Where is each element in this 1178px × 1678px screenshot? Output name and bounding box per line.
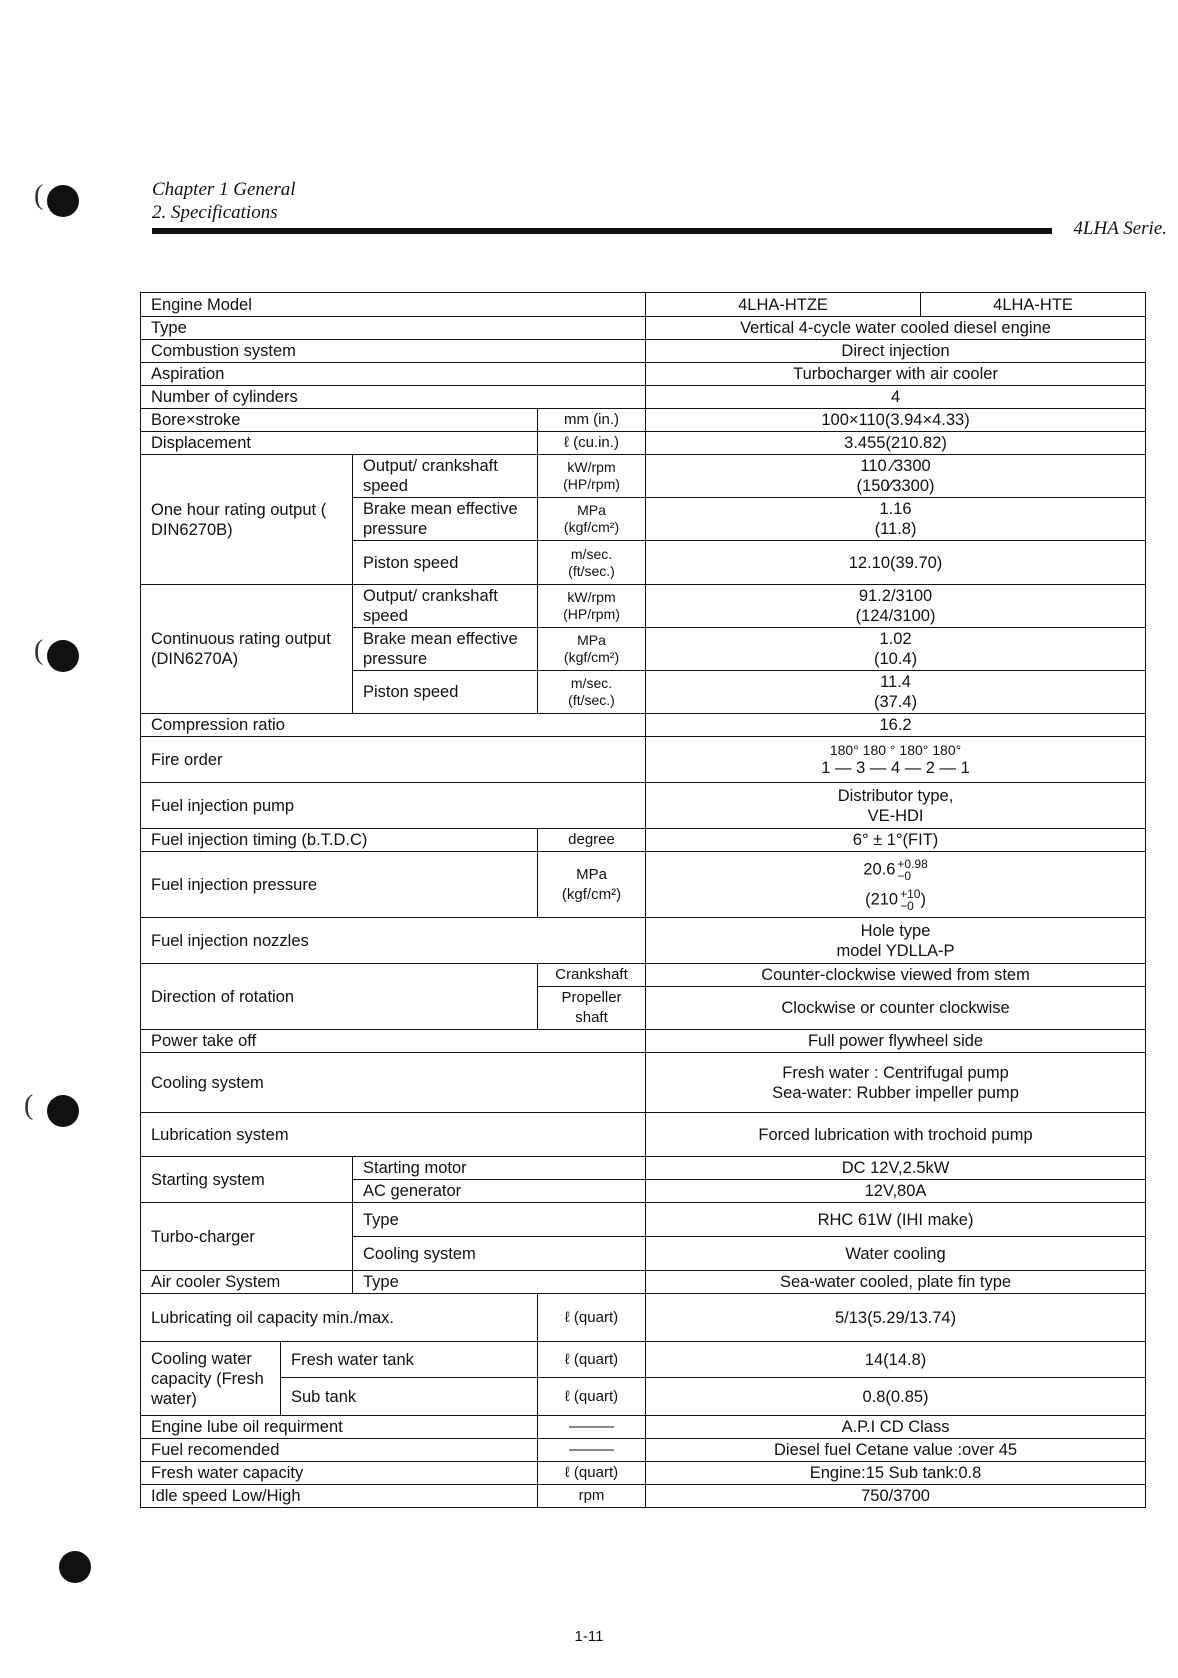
- unit-cell: kW/rpm (HP/rpm): [538, 455, 646, 498]
- row-value: Clockwise or counter clockwise: [646, 987, 1146, 1030]
- specifications-table: [140, 292, 1146, 1508]
- row-label: Lubrication system: [141, 1113, 646, 1157]
- row-label: Turbo-charger: [141, 1203, 353, 1271]
- row-label: Fuel injection pump: [141, 783, 646, 829]
- pressure-value: (210: [865, 889, 899, 908]
- pressure-kgf: [656, 888, 1135, 912]
- row-label: Cooling water capacity (Fresh water): [141, 1342, 281, 1416]
- row-value: Turbocharger with air cooler: [646, 363, 1146, 386]
- row-value: [646, 585, 1146, 628]
- model-header: 4LHA-HTE: [921, 293, 1146, 317]
- value-line: (11.8): [874, 520, 917, 538]
- row-label: Combustion system: [141, 340, 646, 363]
- value-line: Distributor type,: [837, 786, 954, 805]
- row-value: A.P.I CD Class: [646, 1416, 1146, 1439]
- unit-cell: ℓ (quart): [538, 1378, 646, 1416]
- row-label: Aspiration: [141, 363, 646, 386]
- fire-angles: 180° 180 ° 180° 180°: [829, 741, 962, 758]
- row-label: Brake mean effective pressure: [353, 498, 538, 541]
- row-value: 6° ± 1°(FIT): [646, 829, 1146, 852]
- table-row: [141, 1203, 1146, 1237]
- page-header: [152, 178, 1167, 239]
- sub-label: Type: [353, 1203, 646, 1237]
- table-row: [141, 363, 1146, 386]
- table-row: [141, 1416, 1146, 1439]
- tolerance: [900, 888, 920, 912]
- value-line: 110 ⁄3300: [860, 457, 931, 475]
- section-title: 2. Specifications: [152, 202, 278, 223]
- table-row: [141, 1378, 1146, 1416]
- header-rule: [152, 228, 1052, 234]
- binder-mark: (: [24, 1090, 34, 1121]
- sub-label: AC generator: [353, 1180, 646, 1203]
- unit-cell: ℓ (cu.in.): [538, 432, 646, 455]
- row-value: Diesel fuel Cetane value :over 45: [646, 1439, 1146, 1462]
- pressure-mpa: [656, 858, 1135, 882]
- value-line: Fresh water : Centrifugal pump: [782, 1063, 1009, 1082]
- binder-mark: (: [34, 635, 44, 666]
- sub-label: Cooling system: [353, 1237, 646, 1271]
- row-label: Engine Model: [141, 293, 646, 317]
- value-line: (10.4): [873, 650, 918, 668]
- row-label: Fuel injection nozzles: [141, 918, 646, 964]
- model-header: 4LHA-HTZE: [646, 293, 921, 317]
- unit-cell: ———: [538, 1416, 646, 1439]
- row-value: [646, 628, 1146, 671]
- unit-cell: rpm: [538, 1485, 646, 1508]
- row-value: [646, 918, 1146, 964]
- row-value: Direct injection: [646, 340, 1146, 363]
- unit-cell: m/sec. (ft/sec.): [538, 541, 646, 585]
- row-value: 5/13(5.29/13.74): [646, 1294, 1146, 1342]
- group-label: One hour rating output ( DIN6270B): [141, 455, 353, 585]
- row-value: [646, 671, 1146, 714]
- row-value: [646, 455, 1146, 498]
- unit-cell: MPa (kgf/cm²): [538, 852, 646, 918]
- table-row: [141, 386, 1146, 409]
- table-row: [141, 852, 1146, 918]
- row-label: Output/ crankshaft speed: [353, 585, 538, 628]
- binder-hole: [47, 1095, 79, 1127]
- table-row: [141, 1030, 1146, 1053]
- row-label: Displacement: [141, 432, 538, 455]
- row-label: Power take off: [141, 1030, 646, 1053]
- table-row: [141, 1053, 1146, 1113]
- row-value: [646, 1053, 1146, 1113]
- row-label: Fuel recomended: [141, 1439, 538, 1462]
- table-row: [141, 783, 1146, 829]
- value-line: (124/3100): [855, 607, 936, 625]
- table-row: [141, 409, 1146, 432]
- tolerance-minus: −0: [900, 898, 914, 913]
- table-row: [141, 432, 1146, 455]
- row-label: Compression ratio: [141, 714, 646, 737]
- value-line: 1.16: [879, 500, 912, 518]
- row-value: Sea-water cooled, plate fin type: [646, 1271, 1146, 1294]
- unit-cell: MPa (kgf/cm²): [538, 498, 646, 541]
- row-value: [646, 852, 1146, 918]
- table-row: [141, 1294, 1146, 1342]
- sub-label: Propeller shaft: [538, 987, 646, 1030]
- value-line: (150⁄3300): [856, 477, 935, 495]
- row-value: 12.10(39.70): [646, 541, 1146, 585]
- value-line: 91.2/3100: [858, 587, 933, 605]
- pressure-close: ): [920, 889, 926, 908]
- row-value: 4: [646, 386, 1146, 409]
- sub-label: Sub tank: [281, 1378, 538, 1416]
- row-value: 16.2: [646, 714, 1146, 737]
- table-row: [141, 918, 1146, 964]
- table-row: [141, 1342, 1146, 1378]
- row-value: Engine:15 Sub tank:0.8: [646, 1462, 1146, 1485]
- value-line: Sea-water: Rubber impeller pump: [772, 1083, 1019, 1102]
- row-label: Piston speed: [353, 671, 538, 714]
- row-value: 14(14.8): [646, 1342, 1146, 1378]
- table-row: [141, 964, 1146, 987]
- unit-cell: mm (in.): [538, 409, 646, 432]
- unit-cell: degree: [538, 829, 646, 852]
- value-line: 11.4: [880, 673, 911, 691]
- row-value: 750/3700: [646, 1485, 1146, 1508]
- row-value: 0.8(0.85): [646, 1378, 1146, 1416]
- tolerance-plus: +10: [900, 886, 921, 901]
- value-line: VE-HDI: [867, 806, 924, 825]
- binder-hole: [47, 640, 79, 672]
- table-row: [141, 585, 1146, 628]
- row-label: Bore×stroke: [141, 409, 538, 432]
- table-row: [141, 737, 1146, 783]
- row-label: Fuel injection timing (b.T.D.C): [141, 829, 538, 852]
- unit-cell: kW/rpm (HP/rpm): [538, 585, 646, 628]
- row-value: 3.455(210.82): [646, 432, 1146, 455]
- row-value: Counter-clockwise viewed from stem: [646, 964, 1146, 987]
- table-row: [141, 829, 1146, 852]
- table-row: [141, 340, 1146, 363]
- row-label: Starting system: [141, 1157, 353, 1203]
- row-value: Forced lubrication with trochoid pump: [646, 1113, 1146, 1157]
- tolerance-plus: +0.98: [897, 856, 928, 871]
- row-label: Idle speed Low/High: [141, 1485, 538, 1508]
- sub-label: Fresh water tank: [281, 1342, 538, 1378]
- row-label: Air cooler System: [141, 1271, 353, 1294]
- row-value: [646, 783, 1146, 829]
- unit-cell: ℓ (quart): [538, 1294, 646, 1342]
- sub-label: Type: [353, 1271, 646, 1294]
- row-label: Engine lube oil requirment: [141, 1416, 538, 1439]
- table-row: [141, 317, 1146, 340]
- row-value: 12V,80A: [646, 1180, 1146, 1203]
- table-row: [141, 1157, 1146, 1180]
- binder-mark: (: [34, 180, 44, 211]
- row-value: [646, 498, 1146, 541]
- row-label: Brake mean effective pressure: [353, 628, 538, 671]
- unit-cell: ℓ (quart): [538, 1342, 646, 1378]
- row-value: DC 12V,2.5kW: [646, 1157, 1146, 1180]
- table-row: [141, 714, 1146, 737]
- page-number: 1-11: [574, 1628, 604, 1645]
- value-line: Hole type: [860, 921, 931, 940]
- tolerance-minus: −0: [897, 868, 912, 883]
- fire-sequence: 1 — 3 — 4 — 2 — 1: [821, 758, 970, 777]
- binder-hole: [59, 1551, 91, 1583]
- unit-cell: ———: [538, 1439, 646, 1462]
- row-label: Piston speed: [353, 541, 538, 585]
- table-row: [141, 1113, 1146, 1157]
- group-label: Continuous rating output (DIN6270A): [141, 585, 353, 714]
- row-value: RHC 61W (IHI make): [646, 1203, 1146, 1237]
- row-label: Number of cylinders: [141, 386, 646, 409]
- row-label: Fresh water capacity: [141, 1462, 538, 1485]
- row-label: Direction of rotation: [141, 964, 538, 1030]
- pressure-value: 20.6: [863, 859, 896, 878]
- row-label: Type: [141, 317, 646, 340]
- sub-label: Starting motor: [353, 1157, 646, 1180]
- unit-cell: ℓ (quart): [538, 1462, 646, 1485]
- value-line: (37.4): [873, 693, 918, 711]
- row-label: Output/ crankshaft speed: [353, 455, 538, 498]
- unit-cell: MPa (kgf/cm²): [538, 628, 646, 671]
- chapter-title: Chapter 1 General: [152, 179, 296, 200]
- table-row: [141, 1271, 1146, 1294]
- row-value: Full power flywheel side: [646, 1030, 1146, 1053]
- table-row: [141, 455, 1146, 498]
- row-value: [646, 737, 1146, 783]
- table-row: [141, 1462, 1146, 1485]
- row-label: Fire order: [141, 737, 646, 783]
- row-label: Fuel injection pressure: [141, 852, 538, 918]
- row-value: 100×110(3.94×4.33): [646, 409, 1146, 432]
- row-value: Water cooling: [646, 1237, 1146, 1271]
- binder-hole: [47, 185, 79, 217]
- tolerance: [897, 858, 927, 882]
- value-line: 1.02: [879, 630, 912, 648]
- value-line: model YDLLA-P: [836, 941, 955, 960]
- unit-cell: m/sec. (ft/sec.): [538, 671, 646, 714]
- row-label: Lubricating oil capacity min./max.: [141, 1294, 538, 1342]
- table-row: [141, 1485, 1146, 1508]
- row-value: Vertical 4-cycle water cooled diesel engine: [646, 317, 1146, 340]
- table-row: [141, 1439, 1146, 1462]
- series-label: 4LHA Serie.: [1073, 218, 1167, 239]
- sub-label: Crankshaft: [538, 964, 646, 987]
- table-row: [141, 293, 1146, 317]
- row-label: Cooling system: [141, 1053, 646, 1113]
